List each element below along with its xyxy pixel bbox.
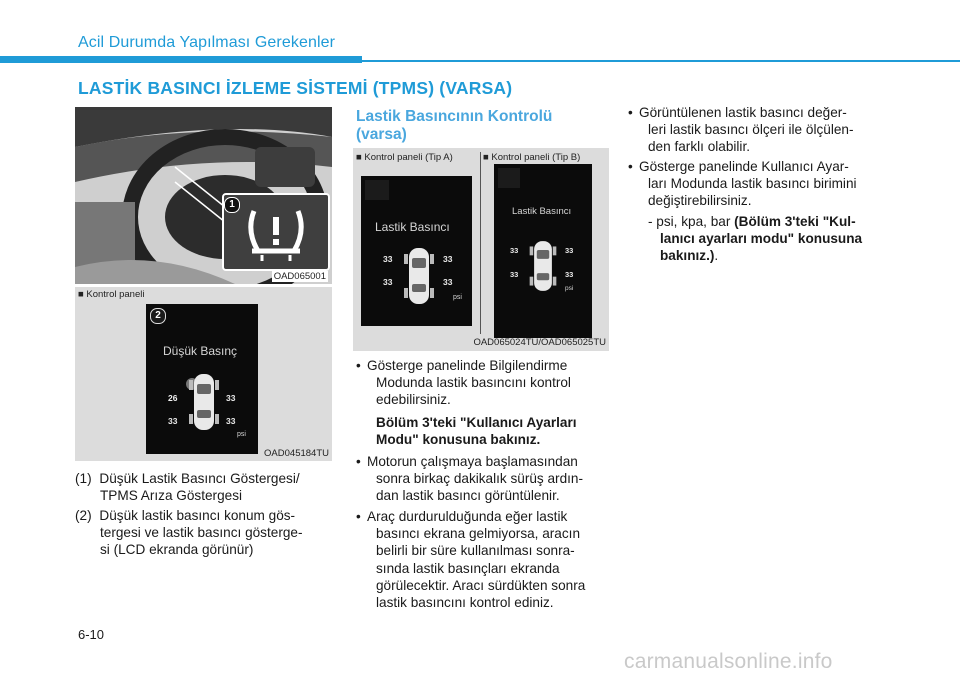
subheading-line: Lastik Basıncının Kontrolü [356, 108, 553, 125]
kontrol-paneli-figure [75, 287, 332, 461]
bullet-dot: • [628, 159, 633, 174]
tire-fl-value: 33 [383, 254, 393, 264]
subheading-line: (varsa) [356, 126, 407, 143]
bullet-line: edebilirsiniz. [376, 392, 451, 408]
section-title: Acil Durumda Yapılması Gerekenler [78, 34, 336, 51]
figure1-code: OAD065001 [273, 271, 326, 282]
list-line: tergesi ve lastik basıncı gösterge- [100, 525, 303, 541]
tire-fl-value: 33 [510, 246, 519, 255]
watermark: carmanualsonline.info [624, 650, 833, 673]
sub-prefix: - psi, kpa, bar [648, 214, 735, 229]
bullet-line: değiştirebilirsiniz. [648, 193, 752, 209]
bullet-line: ları Modunda lastik basıncı birimini [648, 176, 857, 192]
screen-title: Düşük Basınç [163, 344, 238, 358]
unit-label: psi [453, 294, 462, 301]
tire-fr-value: 33 [565, 246, 574, 255]
screen-icon-slot [365, 180, 389, 200]
bullet-line: basıncı ekrana gelmiyorsa, aracın [376, 526, 581, 542]
low-pressure-screen [146, 304, 258, 454]
bullet-line: dan lastik basıncı görüntülenir. [376, 488, 560, 504]
unit-label: psi [565, 285, 574, 292]
figure3-caption-b: ■ Kontrol paneli (Tip B) [483, 152, 581, 163]
bullet-line: Gösterge panelinde Kullanıcı Ayar- [639, 159, 849, 174]
figure3-code: OAD065024TU/OAD065025TU [473, 337, 606, 348]
bullet-line: Modunda lastik basıncını kontrol [376, 375, 571, 391]
list-line: si (LCD ekranda görünür) [100, 542, 254, 558]
bullet-dot: • [356, 358, 361, 373]
car-top-view-icon [401, 244, 437, 308]
figure2-code: OAD045184TU [264, 448, 329, 459]
sub-end: . [714, 248, 719, 264]
bullet-line: den farklı olabilir. [648, 139, 751, 155]
bullet-line: belirli bir süre kullanılması sonra- [376, 543, 575, 559]
main-title: LASTİK BASINCI İZLEME SİSTEMİ (TPMS) (VARSA) [78, 78, 513, 98]
bullet-item [356, 453, 619, 505]
tire-fr-value: 33 [443, 254, 453, 264]
type-b-screen [494, 164, 592, 338]
bullet-bold-line: Modu" konusuna bakınız. [376, 431, 541, 447]
tire-rr-value: 33 [443, 277, 453, 287]
bullet-item [628, 158, 901, 210]
bullet-line: leri lastik basıncı ölçeri ile ölçülen- [648, 122, 854, 138]
figure-divider [480, 152, 481, 334]
subheading [356, 108, 552, 144]
bullet-item [356, 508, 619, 611]
type-a-screen [361, 176, 472, 326]
bullet-line: lastik basıncını kontrol ediniz. [376, 595, 554, 611]
car-top-view-icon [527, 236, 559, 296]
page-number: 6-10 [78, 627, 105, 642]
header-rule-thin [0, 60, 960, 62]
list-item [75, 507, 340, 559]
tire-fl-value: 26 [168, 393, 178, 403]
bullet-item [628, 104, 901, 156]
list-line: TPMS Arıza Göstergesi [100, 488, 243, 504]
tire-rr-value: 33 [226, 416, 236, 426]
tire-rl-value: 33 [510, 270, 519, 279]
bullet-bold-line: Bölüm 3'teki "Kullanıcı Ayarları [376, 414, 577, 430]
bullet-item [356, 357, 619, 448]
bullet-line: Gösterge panelinde Bilgilendirme [367, 358, 568, 373]
screen-title: Lastik Basıncı [375, 220, 450, 234]
figure2-caption: ■ Kontrol paneli [78, 289, 145, 300]
bullet-line: görülecektir. Aracı sürdükten sonra [376, 577, 586, 593]
figure3-caption-a: ■ Kontrol paneli (Tip A) [356, 152, 453, 163]
bullet-dot: • [356, 509, 361, 524]
bullet-line: sında lastik basınçları ekranda [376, 560, 560, 576]
list-num: (2) [75, 508, 92, 523]
dashboard-figure [75, 107, 332, 284]
sub-bold: bakınız.) [660, 248, 715, 264]
bullet-line: Görüntülenen lastik basıncı değer- [639, 105, 847, 120]
kontrol-paneli-types-figure [353, 148, 609, 351]
bullet-line: Motorun çalışmaya başlamasından [367, 454, 578, 469]
tire-rl-value: 33 [168, 416, 178, 426]
callout-2: 2 [150, 308, 166, 324]
bullet-line: Araç durdurulduğunda eğer lastik [367, 509, 568, 524]
sub-bold: (Bölüm 3'teki "Kul- [734, 214, 856, 229]
unit-label: psi [237, 431, 246, 438]
bullet-dot: • [628, 105, 633, 120]
sub-bold: lanıcı ayarları modu" konusuna [660, 231, 863, 247]
list-line: Düşük lastik basıncı konum gös- [99, 508, 296, 523]
screen-icon-slot [498, 168, 520, 188]
tire-rl-value: 33 [383, 277, 393, 287]
list-line: Düşük Lastik Basıncı Göstergesi/ [99, 471, 300, 486]
tire-fr-value: 33 [226, 393, 236, 403]
sub-item [648, 213, 893, 265]
list-item [75, 470, 340, 504]
callout-1: 1 [224, 197, 240, 213]
list-num: (1) [75, 471, 92, 486]
tire-rr-value: 33 [565, 270, 574, 279]
screen-title: Lastik Basıncı [512, 206, 572, 217]
bullet-dot: • [356, 454, 361, 469]
car-top-view-icon [186, 370, 222, 434]
bullet-line: sonra birkaç dakikalık sürüş ardın- [376, 471, 584, 487]
